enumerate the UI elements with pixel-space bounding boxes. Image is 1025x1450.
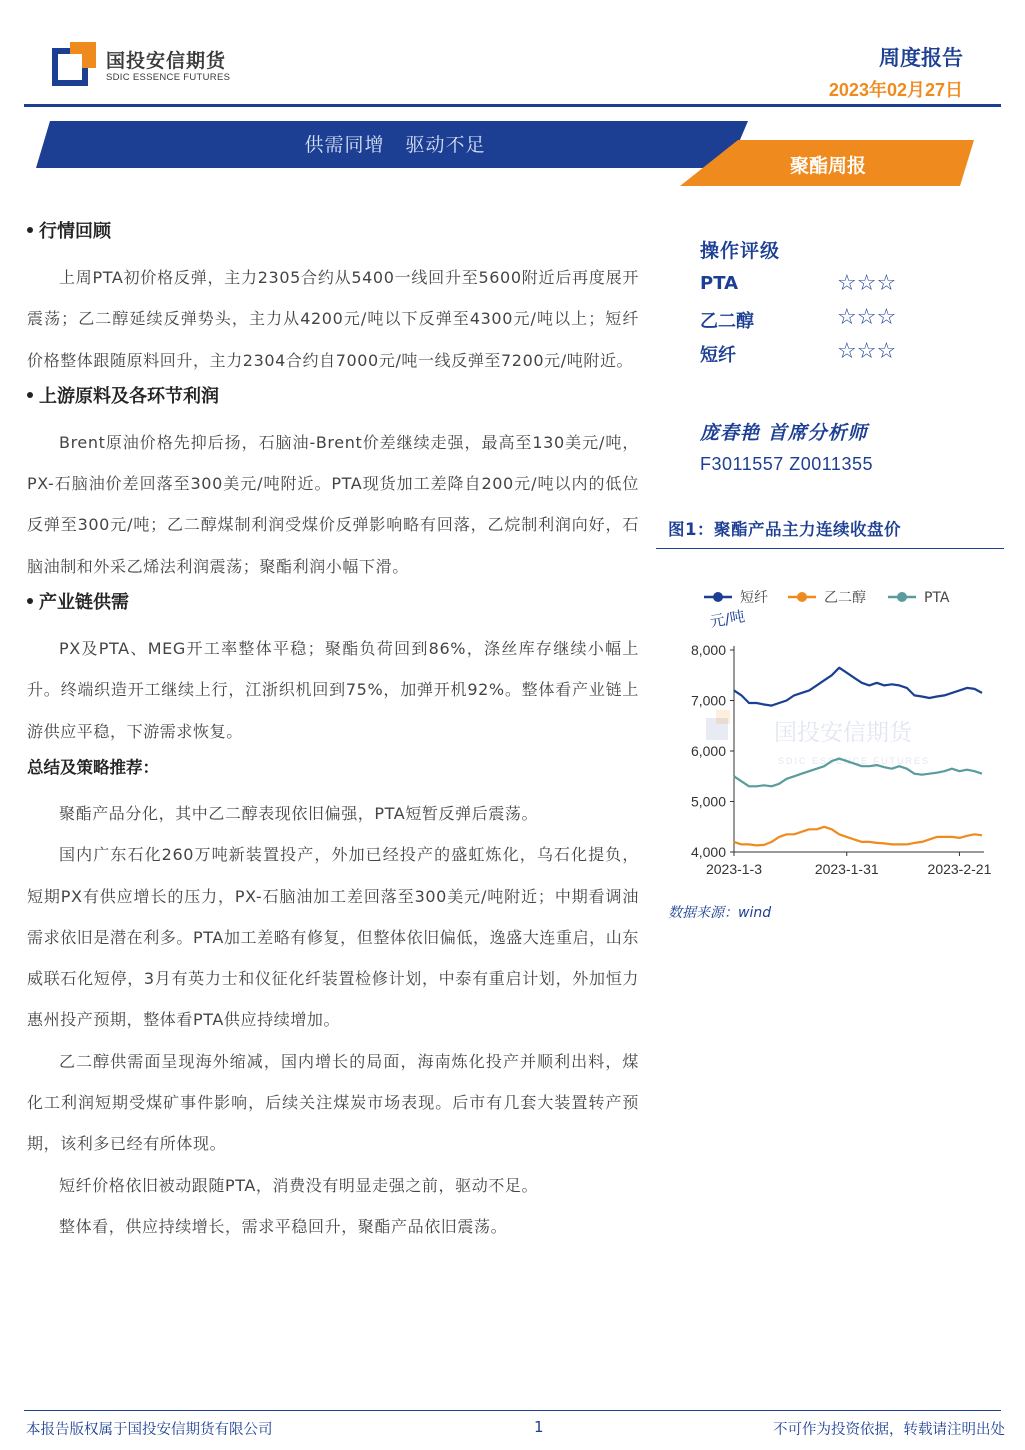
summary-paragraph: 短纤价格依旧被动跟随PTA，消费没有明显走强之前，驱动不足。 <box>59 1175 539 1195</box>
report-type: 周度报告 <box>879 46 963 70</box>
legend-marker <box>713 592 723 602</box>
watermark-logo-icon <box>716 710 730 724</box>
header-rule <box>24 104 1001 107</box>
upstream-text: Brent原油价格先抑后扬，石脑油-Brent价差继续走强，最高至130美元/吨，PX-石脑油价差回落至300美元/吨附近。PTA现货加工差降自200元/吨以内的低位反弹至300元/吨；乙二醇煤制利润受煤价反弹影响略有回落，乙烷制利润向好，石脑油制和外采乙烯法利润震荡；聚酯利润小幅下滑。 <box>27 432 639 576</box>
footer-rule <box>24 1410 1001 1411</box>
banner-tag: 聚酯周报 <box>789 155 866 177</box>
figure-rule <box>656 548 1004 549</box>
summary-paragraph: 整体看，供应持续增长，需求平稳回升，聚酯产品依旧震荡。 <box>59 1216 508 1236</box>
y-tick-label: 4,000 <box>690 844 726 860</box>
bullet-icon <box>27 598 33 604</box>
star-rating-icon: ☆☆☆ <box>837 271 897 296</box>
legend-marker <box>797 592 807 602</box>
watermark-en: SDIC ESSENCE FUTURES <box>778 756 931 766</box>
footer-disclaimer: 不可作为投资依据，转载请注明出处 <box>773 1422 1005 1438</box>
rating-row-meg <box>700 307 910 337</box>
market-review-text: 上周PTA初价格反弹，主力2305合约从5400一线回升至5600附近后再度展开震荡；乙二醇延续反弹势头，主力从4200元/吨以下反弹至4300元/吨以上；短纤价格整体跟随原料回升，主力2304合约自7000元/吨一线反弹至7200元/吨附近。 <box>27 268 639 370</box>
y-tick-label: 8,000 <box>690 642 726 658</box>
rating-name: 短纤 <box>700 345 736 366</box>
legend-label: PTA <box>924 590 950 606</box>
analyst-name: 庞春艳 首席分析师 <box>700 422 868 444</box>
series-line <box>734 827 982 846</box>
legend-label: 乙二醇 <box>824 590 866 606</box>
x-tick-label: 2023-2-21 <box>927 861 992 877</box>
legend-label: 短纤 <box>740 590 768 606</box>
analyst-cert: F3011557 Z0011355 <box>700 454 873 474</box>
data-source: 数据来源：wind <box>668 905 772 921</box>
chart-legend <box>704 590 950 606</box>
rating-title: 操作评级 <box>700 240 781 262</box>
x-tick-label: 2023-1-3 <box>705 861 763 877</box>
rating-name: 乙二醇 <box>700 311 754 332</box>
section-title-supply-demand: 产业链供需 <box>27 587 639 628</box>
logo-cn-text: 国投安信期货 <box>106 50 227 72</box>
bullet-icon <box>27 392 33 398</box>
star-rating-icon: ☆☆☆ <box>837 339 897 364</box>
x-tick-label: 2023-1-31 <box>814 861 879 877</box>
summary-paragraph: 国内广东石化260万吨新装置投产，外加已经投产的盛虹炼化，乌石化提负，短期PX有供应增长的压力，PX-石脑油加工差回落至300美元/吨附近；中期看调油需求依旧是潜在利多。PTA加工差略有修复，但整体依旧偏低，逸盛大连重启，山东威联石化短停，3月有英力士和仪征化纤装置检修计划，中泰有重启计划，外加恒力惠州投产预期，整体看PTA供应持续增加。 <box>27 845 639 1030</box>
price-line-chart <box>656 560 1004 886</box>
watermark-cn: 国投安信期货 <box>774 720 912 746</box>
summary-paragraph: 聚酯产品分化，其中乙二醇表现依旧偏强，PTA短暂反弹后震荡。 <box>59 803 539 823</box>
section-title-market-review: 行情回顾 <box>27 216 639 257</box>
rating-name: PTA <box>700 273 739 294</box>
series-line <box>734 668 982 706</box>
rating-row-pta <box>700 273 910 303</box>
star-rating-icon: ☆☆☆ <box>837 305 897 330</box>
y-tick-label: 5,000 <box>690 793 726 810</box>
y-tick-label: 6,000 <box>690 743 726 759</box>
page-number: 1 <box>534 1418 544 1436</box>
section-title-upstream: 上游原料及各环节利润 <box>27 381 639 422</box>
supply-demand-text: PX及PTA、MEG开工率整体平稳；聚酯负荷回到86%，涤丝库存继续小幅上升。终端织造开工继续上行，江浙织机回到75%，加弹开机92%。整体看产业链上游供应平稳，下游需求恢复。 <box>27 639 639 741</box>
logo-mark-icon <box>52 42 96 86</box>
bullet-icon <box>27 227 33 233</box>
summary-paragraph: 乙二醇供需面呈现海外缩减，国内增长的局面，海南炼化投产并顺利出料，煤化工利润短期受煤矿事件影响，后续关注煤炭市场表现。后市有几套大装置转产预期，该利多已经有所体现。 <box>27 1051 639 1154</box>
y-tick-label: 7,000 <box>690 692 726 709</box>
summary-title: 总结及策略推荐： <box>27 757 159 777</box>
banner-title: 供需同增 驱动不足 <box>304 134 486 156</box>
legend-marker <box>897 592 907 602</box>
company-logo <box>52 40 232 90</box>
figure-title: 图1：聚酯产品主力连续收盘价 <box>668 520 901 539</box>
y-axis-label: 元/吨 <box>708 607 747 631</box>
report-date: 2023年02月27日 <box>828 80 963 100</box>
footer-copyright: 本报告版权属于国投安信期货有限公司 <box>26 1422 273 1438</box>
rating-row-psf <box>700 341 910 371</box>
logo-en-text: SDIC ESSENCE FUTURES <box>106 72 231 83</box>
watermark <box>706 710 930 766</box>
main-text-column <box>27 216 639 1247</box>
